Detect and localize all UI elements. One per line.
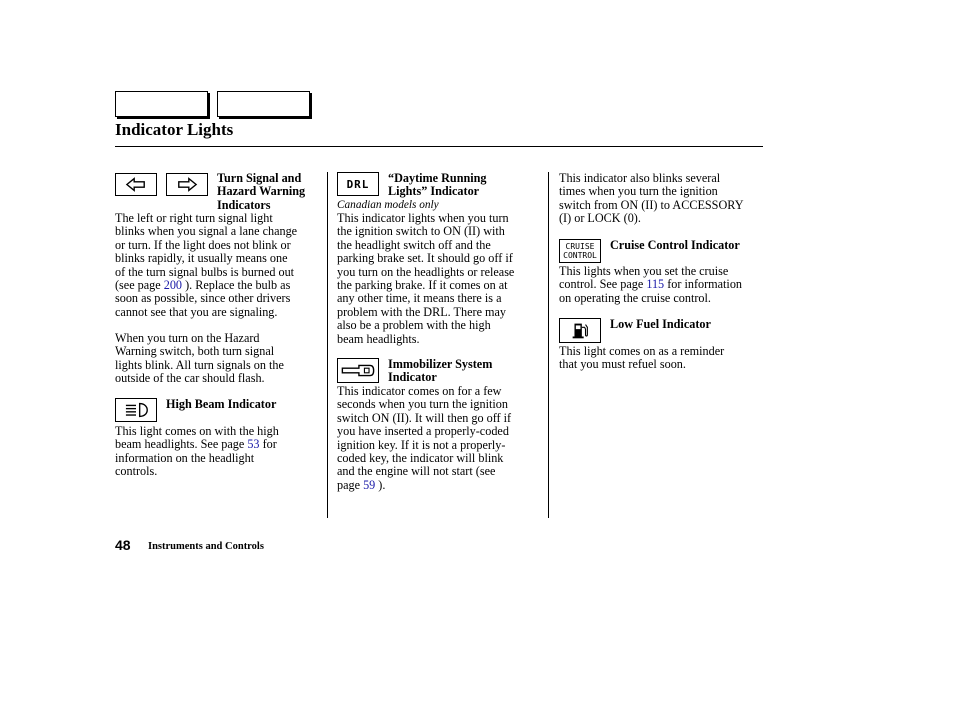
cruise-control-icon: CRUISE CONTROL <box>559 239 601 263</box>
title-rule <box>115 146 763 147</box>
page-title: Indicator Lights <box>115 120 234 139</box>
drl-note: Canadian models only <box>337 199 439 211</box>
key-icon <box>337 358 379 383</box>
column-divider-1 <box>327 172 328 518</box>
immobilizer-body: This indicator comes on for a few seconds when you turn the ignition switch ON (II). It will then go off if you have inserted a properly-coded ignition key. If it is not a properly- coded key, the indicator will blink and the engine will not start (see page 59 ). <box>337 384 512 492</box>
header-tab-box-1 <box>115 91 208 117</box>
turn-signal-heading: Turn Signal and Hazard Warning Indicators <box>217 171 306 212</box>
low-fuel-heading: Low Fuel Indicator <box>610 317 711 331</box>
page-link-200[interactable]: 200 <box>163 278 183 293</box>
page-link-53[interactable]: 53 <box>247 437 260 452</box>
drl-body: This indicator lights when you turn the ignition switch to ON (II) with the headlight switch off and the parking brake set. It should go off if you turn on the headlights or release the parking brake. If it comes on at any other time, it means there is a problem with the DRL. There may also be a problem with the high beam headlights. <box>337 211 515 346</box>
high-beam-heading: High Beam Indicator <box>166 397 277 411</box>
cruise-heading: Cruise Control Indicator <box>610 238 740 252</box>
column-divider-2 <box>548 172 549 518</box>
header-tab-box-2 <box>217 91 310 117</box>
section-name: Instruments and Controls <box>148 541 264 552</box>
high-beam-body: This light comes on with the high beam headlights. See page 53 for information on the headlight controls. <box>115 424 279 479</box>
fuel-pump-icon <box>559 318 601 343</box>
hazard-body: When you turn on the Hazard Warning switch, both turn signal lights blink. All turn signals on the outside of the car should flash. <box>115 331 284 386</box>
drl-heading: “Daytime Running Lights” Indicator <box>388 171 487 199</box>
drl-icon: DRL <box>337 172 379 196</box>
high-beam-icon <box>115 398 157 422</box>
right-arrow-icon <box>166 173 208 196</box>
immobilizer-heading: Immobilizer System Indicator <box>388 357 493 385</box>
page-link-59[interactable]: 59 <box>363 477 376 492</box>
left-arrow-icon <box>115 173 157 196</box>
page-number: 48 <box>115 537 131 553</box>
low-fuel-body: This light comes on as a reminder that you must refuel soon. <box>559 344 725 372</box>
turn-signal-body: The left or right turn signal light blinks when you signal a lane change or turn. If the light does not blink or blinks rapidly, it usually means one of the turn signal bulbs is burned out (see page 200 ). Replace the bulb as soon as possible, since other drivers cannot see that you are signaling. <box>115 211 298 319</box>
ignition-blink-body: This indicator also blinks several times when you turn the ignition switch from ON (II) to ACCESSORY (I) or LOCK (0). <box>559 171 744 226</box>
page-link-115[interactable]: 115 <box>646 277 665 292</box>
cruise-body: This lights when you set the cruise control. See page 115 for information on operating the cruise control. <box>559 264 743 305</box>
